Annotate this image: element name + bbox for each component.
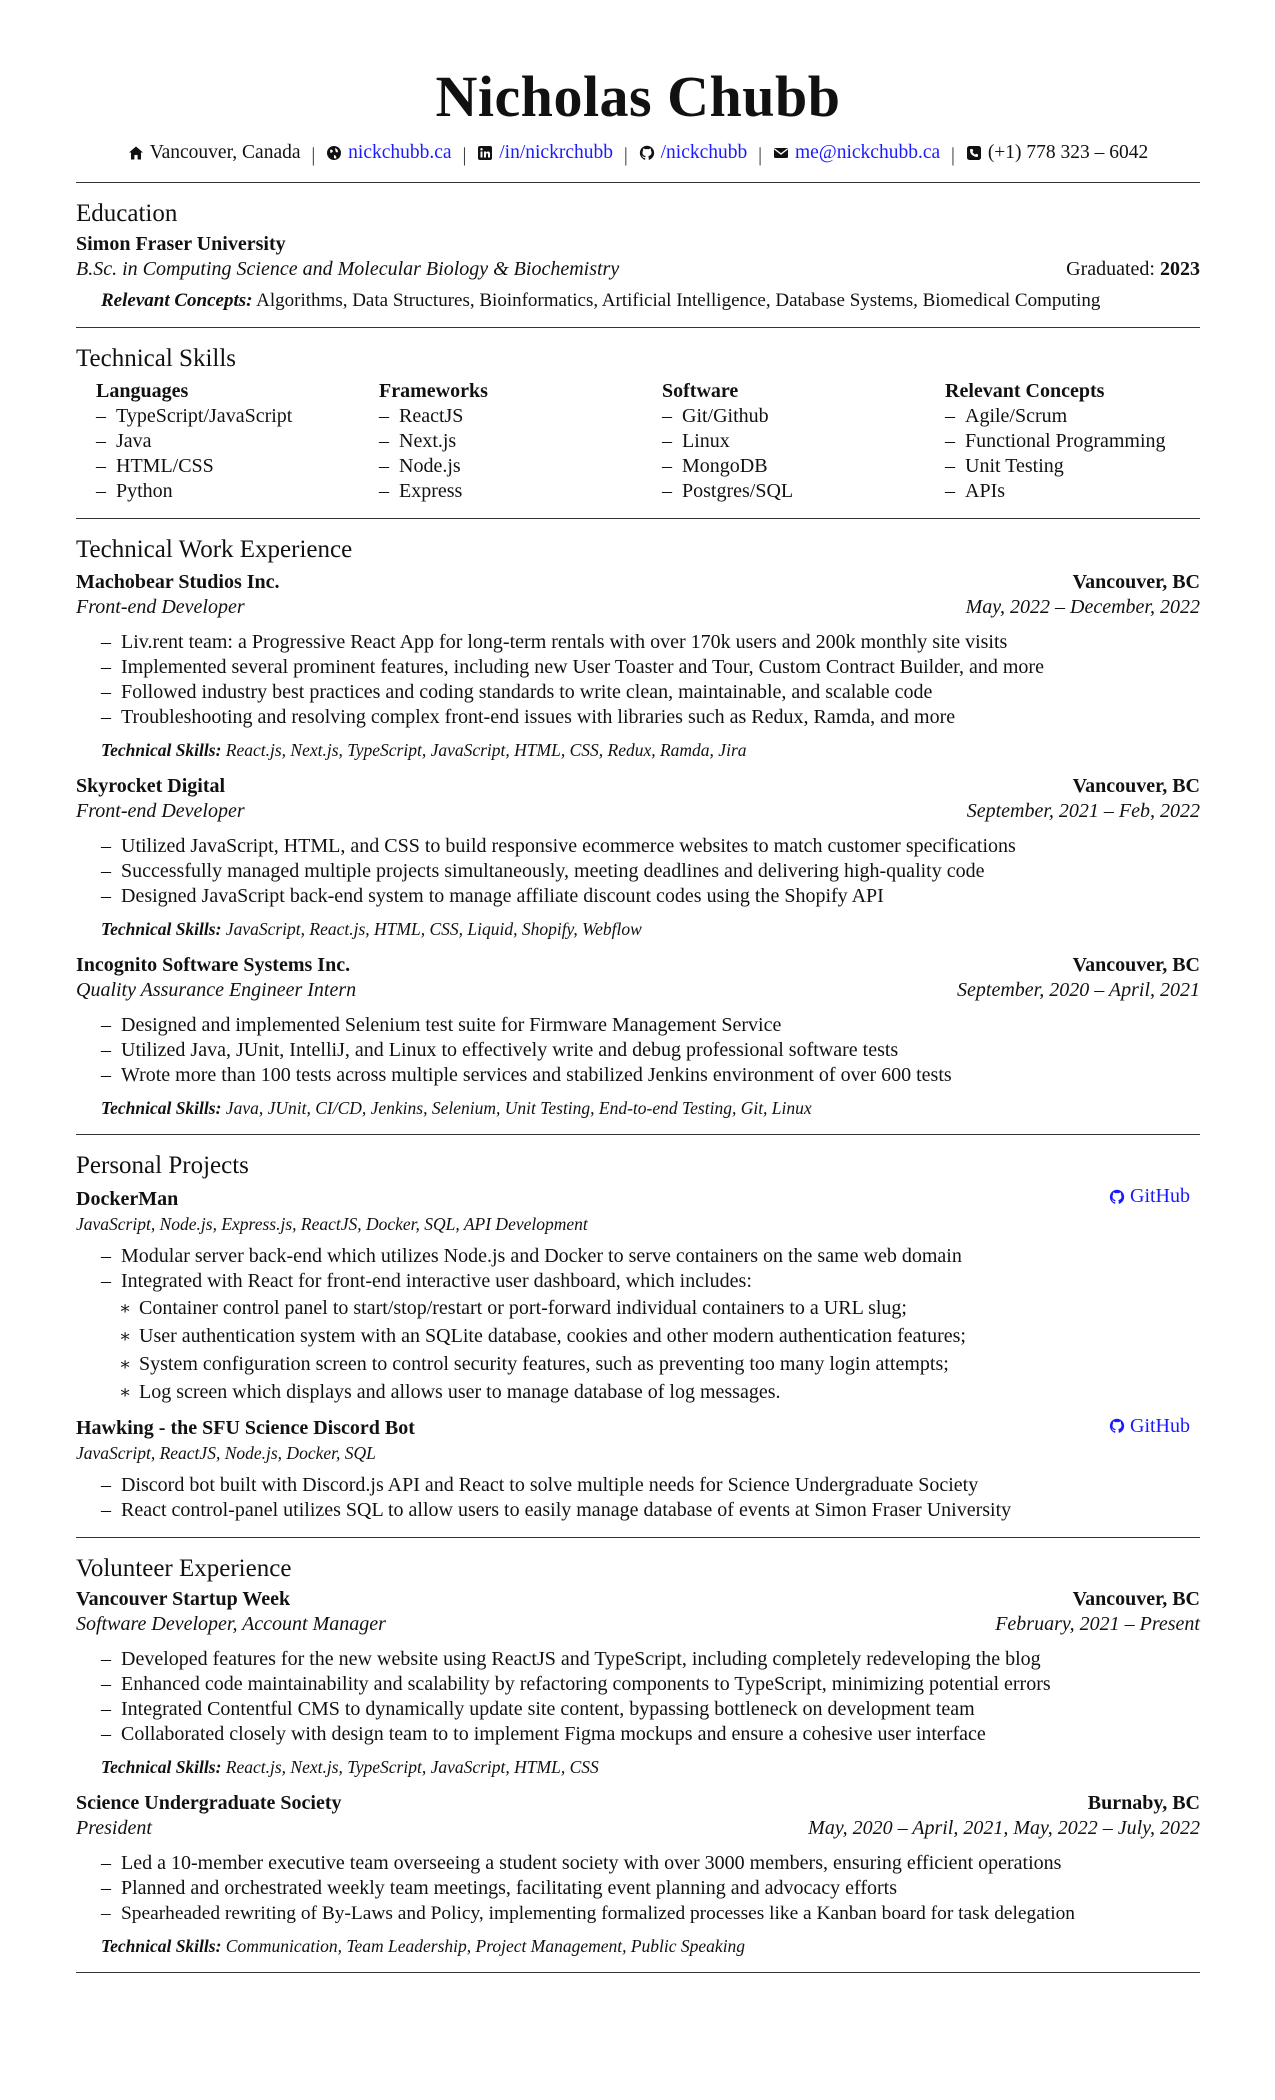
volunteer-role-row <box>76 1612 1200 1637</box>
list-item: – Integrated with React for front-end interactive user dashboard, which includes: <box>101 1269 1200 1294</box>
website-link[interactable]: nickchubb.ca <box>348 142 452 163</box>
skill-item: – Postgres/SQL <box>662 479 925 504</box>
project-sub-bullets <box>101 1294 1200 1406</box>
job-company: Skyrocket Digital <box>76 775 226 797</box>
education-degree-row <box>76 257 1200 282</box>
job-role: Front-end Developer <box>76 596 245 618</box>
job-role-row <box>76 978 1200 1003</box>
list-item: – Integrated Contentful CMS to dynamically update site content, bypassing bottleneck on development team <box>101 1697 1200 1722</box>
job-tech-skills <box>101 738 1200 762</box>
skills-column-software <box>642 379 925 504</box>
envelope-icon <box>773 145 789 161</box>
volunteer-role: Software Developer, Account Manager <box>76 1613 386 1635</box>
github-icon <box>1109 1189 1125 1205</box>
tech-skills-label: Technical Skills: <box>101 740 222 760</box>
volunteer-tech-skills <box>101 1934 1200 1958</box>
projects-title: Personal Projects <box>76 1152 249 1179</box>
separator: | <box>951 145 955 166</box>
skills-column-frameworks <box>359 379 642 504</box>
list-item: – Followed industry best practices and coding standards to write clean, maintainable, and scalable code <box>101 680 1200 705</box>
volunteer-bullets <box>76 1647 1200 1747</box>
skills-title: Technical Skills <box>76 345 237 372</box>
volunteer-entry <box>76 1587 1200 1779</box>
job-location: Vancouver, BC <box>1072 775 1200 797</box>
job-role: Front-end Developer <box>76 800 245 822</box>
home-icon <box>128 145 144 161</box>
project-name: Hawking - the SFU Science Discord Bot <box>76 1417 415 1439</box>
job-dates: May, 2022 – December, 2022 <box>965 596 1200 618</box>
contact-phone <box>966 140 1149 166</box>
tech-skills-label: Technical Skills: <box>101 1936 222 1956</box>
separator: | <box>462 145 467 166</box>
job-entry <box>76 570 1200 762</box>
skill-item: – Agile/Scrum <box>945 404 1200 429</box>
job-header-row <box>76 570 1200 595</box>
list-item: – Implemented several prominent features, including new User Toaster and Tour, Custom Contract Builder, and more <box>101 655 1200 680</box>
job-tech-skills <box>101 1096 1200 1120</box>
concepts-label: Relevant Concepts: <box>101 290 253 311</box>
job-bullets <box>76 834 1200 909</box>
school-name: Simon Fraser University <box>76 233 286 255</box>
concepts-text: Algorithms, Data Structures, Bioinformatics, Artificial Intelligence, Database Systems, Biomedical Computing <box>256 290 1101 311</box>
job-dates: September, 2020 – April, 2021 <box>957 979 1200 1001</box>
list-item: – Designed JavaScript back-end system to manage affiliate discount codes using the Shopify API <box>101 884 1200 909</box>
project-stack: JavaScript, ReactJS, Node.js, Docker, SQL <box>76 1443 376 1463</box>
project-github-link[interactable] <box>1109 1414 1190 1439</box>
job-tech-skills <box>101 917 1200 941</box>
list-item: – Led a 10-member executive team overseeing a student society with over 3000 members, ensuring efficient operations <box>101 1851 1200 1876</box>
volunteer-title: Volunteer Experience <box>76 1555 292 1582</box>
skill-item: – MongoDB <box>662 454 925 479</box>
graduated-info <box>1066 257 1200 282</box>
linkedin-icon <box>477 145 493 161</box>
volunteer-header-row <box>76 1791 1200 1816</box>
project-bullets <box>76 1473 1200 1523</box>
list-item: – Troubleshooting and resolving complex front-end issues with libraries such as Redux, Ramda, and more <box>101 705 1200 730</box>
project-github-link[interactable] <box>1109 1184 1190 1209</box>
phone-text: (+1) 778 323 – 6042 <box>987 142 1149 163</box>
skill-item: – APIs <box>945 479 1200 504</box>
tech-skills-label: Technical Skills: <box>101 1098 222 1118</box>
project-header-row <box>76 1414 1200 1442</box>
project-name: DockerMan <box>76 1187 179 1210</box>
contact-email[interactable] <box>773 140 940 166</box>
skill-item: – Next.js <box>379 429 642 454</box>
volunteer-location: Vancouver, BC <box>1072 1588 1200 1610</box>
project-entry <box>76 1414 1200 1524</box>
skills-column-header: Software <box>662 380 739 402</box>
volunteer-role: President <box>76 1817 152 1839</box>
tech-skills-text: React.js, Next.js, TypeScript, JavaScript, HTML, CSS <box>225 1757 599 1777</box>
list-item: – Planned and orchestrated weekly team meetings, facilitating event planning and advocacy efforts <box>101 1876 1200 1901</box>
skills-grid <box>76 379 1200 504</box>
globe-icon <box>326 145 342 161</box>
resume-page <box>76 0 1200 1973</box>
email-link[interactable]: me@nickchubb.ca <box>794 142 941 163</box>
separator: | <box>758 145 763 166</box>
list-item: – Liv.rent team: a Progressive React App for long-term rentals with over 170k users and 200k monthly site visits <box>101 630 1200 655</box>
location-text: Vancouver, Canada <box>149 142 301 163</box>
degree-text: B.Sc. in Computing Science and Molecular Biology & Biochemistry <box>76 258 620 280</box>
job-dates: September, 2021 – Feb, 2022 <box>966 800 1200 822</box>
list-item: – Enhanced code maintainability and scalability by refactoring components to TypeScript, minimizing potential errors <box>101 1672 1200 1697</box>
skill-item: – Python <box>96 479 359 504</box>
resume-name: Nicholas Chubb <box>435 64 841 129</box>
tech-skills-text: React.js, Next.js, TypeScript, JavaScript, HTML, CSS, Redux, Ramda, Jira <box>225 740 747 760</box>
github-icon <box>639 145 655 161</box>
education-school-row <box>76 232 1200 257</box>
list-item: – Designed and implemented Selenium test suite for Firmware Management Service <box>101 1013 1200 1038</box>
list-item: – React control-panel utilizes SQL to allow users to easily manage database of events at Simon Fraser University <box>101 1498 1200 1523</box>
project-stack: JavaScript, Node.js, Express.js, ReactJS, Docker, SQL, API Development <box>76 1213 588 1234</box>
job-role: Quality Assurance Engineer Intern <box>76 979 357 1001</box>
list-item: – Collaborated closely with design team to to implement Figma mockups and ensure a cohesive user interface <box>101 1722 1200 1747</box>
job-entry <box>76 953 1200 1120</box>
tech-skills-label: Technical Skills: <box>101 1757 222 1777</box>
volunteer-role-row <box>76 1816 1200 1841</box>
list-item: – Modular server back-end which utilizes Node.js and Docker to serve containers on the same web domain <box>101 1244 1200 1269</box>
volunteer-dates: May, 2020 – April, 2021, May, 2022 – July, 2022 <box>808 1817 1200 1839</box>
skills-column-header: Relevant Concepts <box>945 380 1105 402</box>
project-bullets <box>76 1244 1200 1294</box>
volunteer-entry <box>76 1791 1200 1958</box>
skills-column-concepts <box>925 379 1200 504</box>
volunteer-location: Burnaby, BC <box>1087 1792 1200 1814</box>
job-role-row <box>76 799 1200 824</box>
work-title: Technical Work Experience <box>76 536 353 563</box>
github-icon <box>1109 1418 1125 1434</box>
education-concepts <box>101 289 1200 313</box>
volunteer-org: Science Undergraduate Society <box>76 1792 342 1814</box>
volunteer-org: Vancouver Startup Week <box>76 1588 291 1610</box>
github-link[interactable]: /nickchubb <box>660 142 748 163</box>
contact-line <box>76 140 1200 169</box>
graduated-label: Graduated: <box>1066 258 1155 280</box>
section-divider <box>76 1972 1200 1973</box>
volunteer-header-row <box>76 1587 1200 1612</box>
list-item: ∗ Log screen which displays and allows user to manage database of log messages. <box>119 1378 1200 1406</box>
contact-linkedin[interactable] <box>477 140 613 166</box>
contact-github[interactable] <box>639 140 748 166</box>
education-title: Education <box>76 200 178 227</box>
job-entry <box>76 774 1200 941</box>
tech-skills-label: Technical Skills: <box>101 919 222 939</box>
job-company: Incognito Software Systems Inc. <box>76 954 351 976</box>
graduated-year: 2023 <box>1160 258 1200 280</box>
tech-skills-text: Java, JUnit, CI/CD, Jenkins, Selenium, Unit Testing, End-to-end Testing, Git, Linux <box>225 1098 812 1118</box>
contact-location <box>128 140 301 166</box>
skill-item: – Linux <box>662 429 925 454</box>
job-header-row <box>76 953 1200 978</box>
list-item: – Utilized JavaScript, HTML, and CSS to build responsive ecommerce websites to match customer specifications <box>101 834 1200 859</box>
volunteer-tech-skills <box>101 1755 1200 1779</box>
job-location: Vancouver, BC <box>1072 571 1200 593</box>
skills-column-languages <box>76 379 359 504</box>
skill-item: – Node.js <box>379 454 642 479</box>
linkedin-link[interactable]: /in/nickrchubb <box>499 142 613 163</box>
project-header-row <box>76 1184 1200 1212</box>
job-role-row <box>76 595 1200 620</box>
list-item: – Discord bot built with Discord.js API and React to solve multiple needs for Science Undergraduate Society <box>101 1473 1200 1498</box>
volunteer-bullets <box>76 1851 1200 1926</box>
list-item: ∗ User authentication system with an SQLite database, cookies and other modern authentication features; <box>119 1322 1200 1350</box>
project-entry <box>76 1184 1200 1406</box>
separator: | <box>311 145 316 166</box>
job-company: Machobear Studios Inc. <box>76 571 280 593</box>
list-item: – Wrote more than 100 tests across multiple services and stabilized Jenkins environment of over 600 tests <box>101 1063 1200 1088</box>
skills-column-header: Languages <box>96 380 189 402</box>
contact-website[interactable] <box>326 140 451 166</box>
skills-column-header: Frameworks <box>379 380 488 402</box>
phone-icon <box>966 145 982 161</box>
skill-item: – Express <box>379 479 642 504</box>
github-link-label[interactable]: GitHub <box>1130 1414 1190 1437</box>
skill-item: – Git/Github <box>662 404 925 429</box>
skill-item: – Java <box>96 429 359 454</box>
list-item: – Spearheaded rewriting of By-Laws and Policy, implementing formalized processes like a Kanban board for task delegation <box>101 1901 1200 1926</box>
list-item: – Developed features for the new website using ReactJS and TypeScript, including completely redeveloping the blog <box>101 1647 1200 1672</box>
github-link-label[interactable]: GitHub <box>1130 1185 1190 1207</box>
job-location: Vancouver, BC <box>1072 954 1200 976</box>
job-bullets <box>76 630 1200 730</box>
list-item: ∗ Container control panel to start/stop/restart or port-forward individual containers to a URL slug; <box>119 1294 1200 1322</box>
list-item: ∗ System configuration screen to control security features, such as preventing too many login attempts; <box>119 1350 1200 1378</box>
skill-item: – ReactJS <box>379 404 642 429</box>
job-header-row <box>76 774 1200 799</box>
skill-item: – TypeScript/JavaScript <box>96 404 359 429</box>
separator: | <box>623 145 628 166</box>
volunteer-dates: February, 2021 – Present <box>995 1613 1200 1635</box>
skill-item: – Functional Programming <box>945 429 1200 454</box>
tech-skills-text: JavaScript, React.js, HTML, CSS, Liquid, Shopify, Webflow <box>225 919 642 939</box>
skill-item: – Unit Testing <box>945 454 1200 479</box>
list-item: – Utilized Java, JUnit, IntelliJ, and Linux to effectively write and debug professional software tests <box>101 1038 1200 1063</box>
tech-skills-text: Communication, Team Leadership, Project Management, Public Speaking <box>225 1936 746 1956</box>
list-item: – Successfully managed multiple projects simultaneously, meeting deadlines and delivering high-quality code <box>101 859 1200 884</box>
job-bullets <box>76 1013 1200 1088</box>
skill-item: – HTML/CSS <box>96 454 359 479</box>
